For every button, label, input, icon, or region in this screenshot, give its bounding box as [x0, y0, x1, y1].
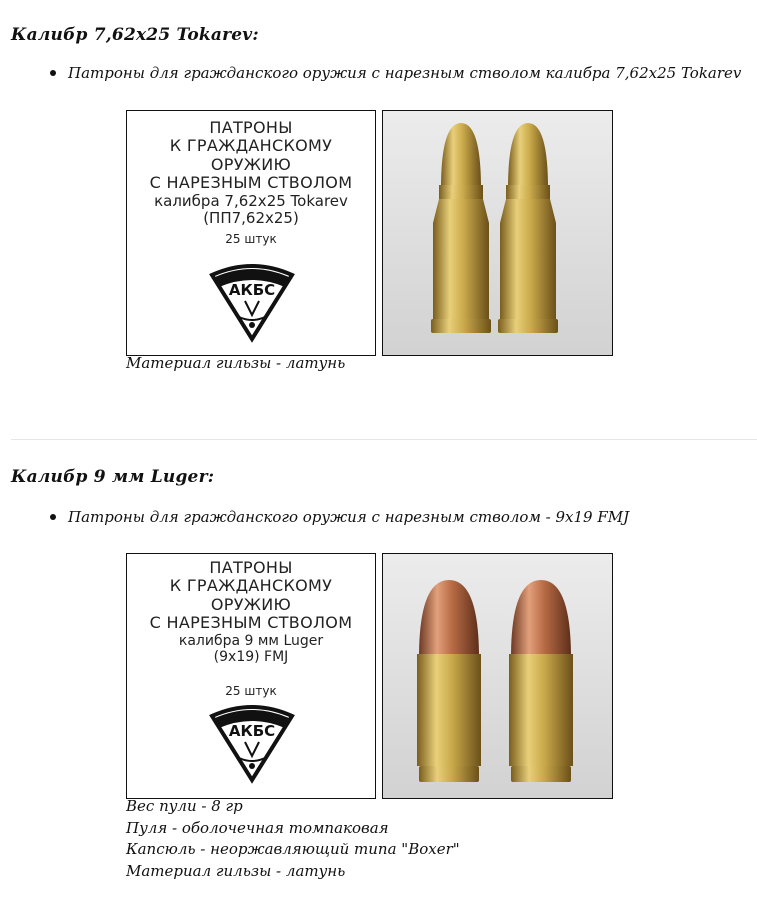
cartridges-illustration: [383, 554, 613, 799]
packaging-label-image: [126, 553, 376, 799]
bullet-dot: [50, 514, 56, 520]
note-line: Материал гильзы - латунь: [126, 354, 346, 372]
label-line: (ПП7,62x25): [203, 208, 299, 227]
section-heading-tokarev: Калибр 7,62x25 Tokarev:: [11, 25, 259, 45]
section-heading-luger: Калибр 9 мм Luger:: [11, 467, 215, 487]
label-line: (9x19) FMJ: [213, 648, 289, 665]
note-line: Вес пули - 8 гр: [126, 797, 243, 815]
cartridge-left: [417, 580, 481, 782]
cartridge-photo: [382, 553, 613, 799]
list-item: [50, 64, 741, 82]
section-divider: [11, 439, 757, 440]
akbs-logo-icon: [207, 263, 297, 343]
label-line: калибра 7,62x25 Tokarev: [154, 191, 348, 210]
label-line: К ГРАЖДАНСКОМУ ОРУЖИЮ: [169, 576, 333, 614]
list-item-text: Патроны для гражданского оружия с нарезным стволом - 9x19 FMJ: [68, 508, 630, 526]
akbs-logo-icon: [207, 704, 297, 784]
cartridge-right: [498, 123, 558, 333]
list-item-text: Патроны для гражданского оружия с нарезным стволом калибра 7,62x25 Tokarev: [68, 64, 742, 82]
label-line: С НАРЕЗНЫМ СТВОЛОМ: [149, 173, 353, 193]
label-line: К ГРАЖДАНСКОМУ ОРУЖИЮ: [169, 136, 333, 174]
label-count: 25 штук: [225, 232, 277, 247]
cartridge-right: [509, 580, 573, 782]
label-line: калибра 9 мм Luger: [178, 632, 324, 649]
packaging-label-image: [126, 110, 376, 356]
notes-block: [126, 353, 345, 375]
label-count: 25 штук: [225, 683, 277, 698]
logo-text: АКБС: [228, 722, 276, 740]
logo-text: АКБС: [228, 281, 276, 299]
label-line: ПАТРОНЫ: [209, 118, 293, 137]
notes-block: [126, 796, 460, 882]
label-line: ПАТРОНЫ: [209, 558, 293, 577]
note-line: Пуля - оболочечная томпаковая: [126, 818, 389, 837]
note-line: Материал гильзы - латунь: [126, 861, 346, 880]
list-item: [50, 508, 629, 526]
bullet-dot: [50, 70, 56, 76]
cartridge-photo: [382, 110, 613, 356]
cartridges-illustration: [383, 111, 613, 356]
label-line: С НАРЕЗНЫМ СТВОЛОМ: [149, 613, 353, 633]
cartridge-left: [431, 123, 491, 333]
note-line: Капсюль - неоржавляющий типа "Boxer": [126, 840, 460, 858]
